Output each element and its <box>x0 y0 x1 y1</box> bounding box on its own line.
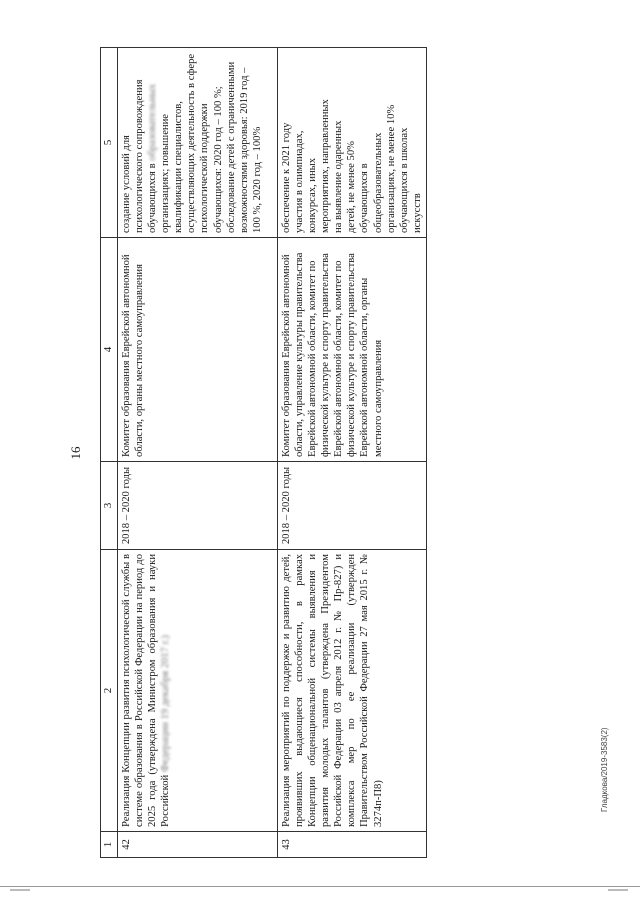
scan-mark-left <box>10 889 30 891</box>
measure-cell <box>117 550 277 832</box>
measures-table <box>100 47 427 858</box>
result-cell <box>277 48 426 238</box>
rotated-table-container <box>100 48 590 858</box>
measure-cell: Реализация мероприятий по поддержке и развитию детей, проявивших выдающиеся способности, в рамках Концепции общенациональной системы выявления и развития молодых талантов (утверждена Президентом Российской Федерации 03 апреля 2012 г. № Пр-827) и комплекса мер по ее реализации (утвержден Правительством Российской Федерации 27 мая 2015 г. № 3274п-П8) <box>277 550 426 832</box>
table-header-row <box>101 48 118 858</box>
period-cell: 2018 – 2020 годы <box>277 462 426 550</box>
header-col-5: 5 <box>101 48 118 238</box>
table-row <box>117 48 277 858</box>
row-number: 43 <box>277 832 426 858</box>
executors-cell: Комитет образования Еврейской автономной области, органы местного самоуправления <box>117 238 277 462</box>
scan-mark-right <box>608 889 628 891</box>
header-col-1: 1 <box>101 832 118 858</box>
bottom-rule <box>0 886 640 887</box>
result-text-faded: образовательных <box>146 83 158 161</box>
header-col-2: 2 <box>101 550 118 832</box>
result-text-cont: организациях; повышение квалификации специалистов, осуществляющих деятельность в сфере психологической поддержки обучающихся: 2020 год – 100 %; обследование детей с ограниченными возможностями здоровья: 2019 год – 100 %, 2020 год – 100% <box>160 53 263 233</box>
result-text: создание условий для психологического сопровождения обучающихся в <box>120 79 158 233</box>
document-code: Гладкова/2019-3583(2) <box>600 727 609 812</box>
page-number: 16 <box>68 446 83 460</box>
result-cell <box>117 48 277 238</box>
table-row <box>277 48 426 858</box>
measure-text-faded: Федерации 19 декабря 2017 г.) <box>160 635 171 773</box>
result-text: обеспечение к 2021 году участия в олимпиадах, конкурсах, иных мероприятиях, направленных на выявление одаренных детей, не менее 50% обучающихся в общеобразовательных организациях, не менее 10% обучающихся в школах искусств <box>280 99 423 233</box>
executors-cell: Комитет образования Еврейской автономной области, управление культуры правительства Еврейской автономной области, комитет по физической культуре и спорту правительства Еврейской автономной области, комитет по физической культуре и спорту правительства Еврейской автономной области, органы местного самоуправления <box>277 238 426 462</box>
measure-text: Реализация Концепции развития психологической службы в системе образования в Российской Федерации на период до 2025 года (утверждена Министром образования и науки Российской <box>120 554 171 827</box>
header-col-4: 4 <box>101 238 118 462</box>
period-cell: 2018 – 2020 годы <box>117 462 277 550</box>
header-col-3: 3 <box>101 462 118 550</box>
row-number: 42 <box>117 832 277 858</box>
